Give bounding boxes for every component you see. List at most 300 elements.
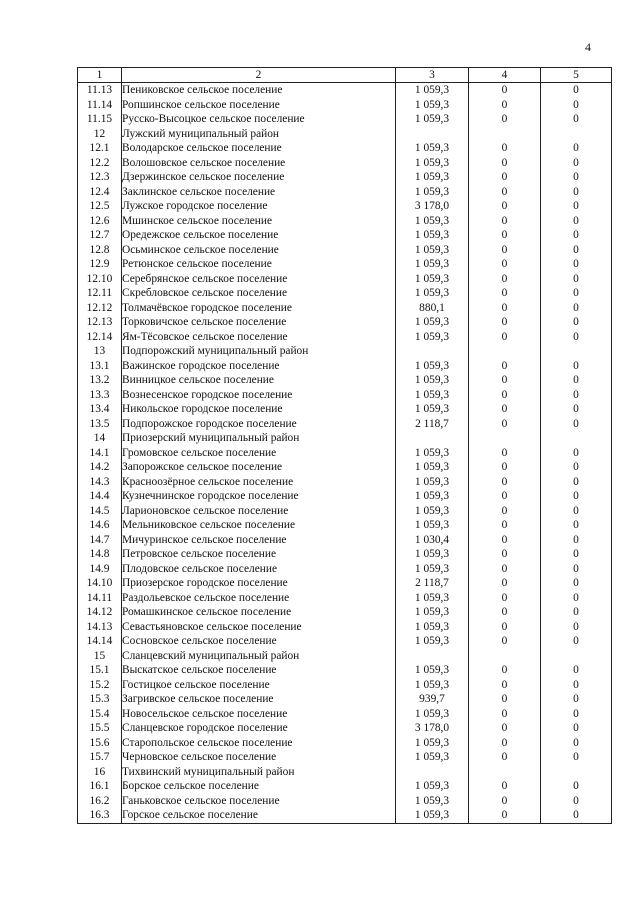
table-row — [78, 518, 612, 533]
column-4-cell: 0 — [469, 533, 541, 548]
row-number-cell: 11.13 — [78, 83, 122, 98]
table-row — [78, 373, 612, 388]
settlement-name-cell: Загривское сельское поселение — [122, 692, 396, 707]
amount-cell: 1 059,3 — [396, 808, 469, 823]
column-5-cell: 0 — [541, 750, 612, 765]
amount-cell: 939,7 — [396, 692, 469, 707]
settlement-name-cell: Ганьковское сельское поселение — [122, 794, 396, 809]
column-5-cell: 0 — [541, 228, 612, 243]
column-4-cell: 0 — [469, 518, 541, 533]
column-5-cell: 0 — [541, 402, 612, 417]
column-4-cell: 0 — [469, 98, 541, 113]
amount-cell: 1 059,3 — [396, 170, 469, 185]
column-header-4: 4 — [469, 68, 541, 83]
row-number-cell: 14.12 — [78, 605, 122, 620]
table-row — [78, 765, 612, 780]
column-5-cell: 0 — [541, 779, 612, 794]
amount-cell: 1 059,3 — [396, 257, 469, 272]
row-number-cell: 14.10 — [78, 576, 122, 591]
table-row — [78, 199, 612, 214]
settlement-name-cell: Севастьяновское сельское поселение — [122, 620, 396, 635]
settlement-name-cell: Толмачёвское городское поселение — [122, 301, 396, 316]
column-4-cell: 0 — [469, 489, 541, 504]
amount-cell: 1 059,3 — [396, 460, 469, 475]
allocation-table — [77, 67, 612, 824]
column-4-cell: 0 — [469, 721, 541, 736]
table-row — [78, 620, 612, 635]
column-5-cell: 0 — [541, 98, 612, 113]
settlement-name-cell: Плодовское сельское поселение — [122, 562, 396, 577]
column-4-cell — [469, 765, 541, 780]
row-number-cell: 15.3 — [78, 692, 122, 707]
column-5-cell: 0 — [541, 489, 612, 504]
amount-cell: 1 059,3 — [396, 228, 469, 243]
amount-cell: 1 059,3 — [396, 475, 469, 490]
amount-cell: 1 059,3 — [396, 98, 469, 113]
amount-cell: 1 059,3 — [396, 243, 469, 258]
table-row — [78, 663, 612, 678]
column-4-cell: 0 — [469, 301, 541, 316]
row-number-cell: 13.5 — [78, 417, 122, 432]
amount-cell: 1 030,4 — [396, 533, 469, 548]
row-number-cell: 14.13 — [78, 620, 122, 635]
settlement-name-cell: Лужский муниципальный район — [122, 127, 396, 142]
settlement-name-cell: Раздольевское сельское поселение — [122, 591, 396, 606]
column-5-cell: 0 — [541, 518, 612, 533]
row-number-cell: 12.10 — [78, 272, 122, 287]
amount-cell: 1 059,3 — [396, 402, 469, 417]
settlement-name-cell: Сланцевское городское поселение — [122, 721, 396, 736]
amount-cell: 1 059,3 — [396, 489, 469, 504]
row-number-cell: 12.13 — [78, 315, 122, 330]
column-5-cell: 0 — [541, 634, 612, 649]
table-row — [78, 707, 612, 722]
column-header-1: 1 — [78, 68, 122, 83]
table-row — [78, 533, 612, 548]
column-4-cell: 0 — [469, 156, 541, 171]
amount-cell: 1 059,3 — [396, 547, 469, 562]
column-5-cell: 0 — [541, 576, 612, 591]
row-number-cell: 12.14 — [78, 330, 122, 345]
row-number-cell: 14.2 — [78, 460, 122, 475]
column-header-2: 2 — [122, 68, 396, 83]
amount-cell — [396, 344, 469, 359]
amount-cell: 1 059,3 — [396, 112, 469, 127]
table-row — [78, 547, 612, 562]
settlement-name-cell: Мельниковское сельское поселение — [122, 518, 396, 533]
table-row — [78, 243, 612, 258]
column-5-cell: 0 — [541, 301, 612, 316]
column-4-cell: 0 — [469, 707, 541, 722]
column-5-cell: 0 — [541, 112, 612, 127]
row-number-cell: 13.3 — [78, 388, 122, 403]
column-5-cell: 0 — [541, 605, 612, 620]
settlement-name-cell: Борское сельское поселение — [122, 779, 396, 794]
amount-cell: 1 059,3 — [396, 388, 469, 403]
column-4-cell: 0 — [469, 402, 541, 417]
amount-cell: 1 059,3 — [396, 562, 469, 577]
row-number-cell: 12.4 — [78, 185, 122, 200]
row-number-cell: 12.1 — [78, 141, 122, 156]
settlement-name-cell: Приозерское городское поселение — [122, 576, 396, 591]
column-4-cell: 0 — [469, 678, 541, 693]
column-4-cell: 0 — [469, 112, 541, 127]
amount-cell: 1 059,3 — [396, 779, 469, 794]
settlement-name-cell: Торковичское сельское поселение — [122, 315, 396, 330]
column-4-cell: 0 — [469, 141, 541, 156]
amount-cell: 1 059,3 — [396, 315, 469, 330]
row-number-cell: 14.7 — [78, 533, 122, 548]
settlement-name-cell: Лужское городское поселение — [122, 199, 396, 214]
table-row — [78, 170, 612, 185]
column-5-cell: 0 — [541, 83, 612, 98]
settlement-name-cell: Ретюнское сельское поселение — [122, 257, 396, 272]
settlement-name-cell: Сланцевский муниципальный район — [122, 649, 396, 664]
table-row — [78, 185, 612, 200]
column-4-cell: 0 — [469, 634, 541, 649]
row-number-cell: 14.14 — [78, 634, 122, 649]
column-4-cell: 0 — [469, 808, 541, 823]
column-4-cell: 0 — [469, 214, 541, 229]
settlement-name-cell: Подпорожское городское поселение — [122, 417, 396, 432]
settlement-name-cell: Вознесенское городское поселение — [122, 388, 396, 403]
row-number-cell: 12.5 — [78, 199, 122, 214]
row-number-cell: 14.1 — [78, 446, 122, 461]
amount-cell — [396, 431, 469, 446]
column-4-cell: 0 — [469, 446, 541, 461]
column-4-cell: 0 — [469, 779, 541, 794]
column-5-cell: 0 — [541, 214, 612, 229]
column-5-cell: 0 — [541, 591, 612, 606]
column-5-cell: 0 — [541, 141, 612, 156]
column-4-cell: 0 — [469, 692, 541, 707]
table-row — [78, 779, 612, 794]
amount-cell: 1 059,3 — [396, 185, 469, 200]
settlement-name-cell: Запорожское сельское поселение — [122, 460, 396, 475]
row-number-cell: 15.1 — [78, 663, 122, 678]
amount-cell: 1 059,3 — [396, 141, 469, 156]
settlement-name-cell: Ям-Тёсовское сельское поселение — [122, 330, 396, 345]
table-row — [78, 605, 612, 620]
column-5-cell: 0 — [541, 547, 612, 562]
column-4-cell: 0 — [469, 562, 541, 577]
settlement-name-cell: Пениковское сельское поселение — [122, 83, 396, 98]
row-number-cell: 15.6 — [78, 736, 122, 751]
settlement-name-cell: Винницкое сельское поселение — [122, 373, 396, 388]
amount-cell: 1 059,3 — [396, 620, 469, 635]
table-row — [78, 83, 612, 98]
settlement-name-cell: Черновское сельское поселение — [122, 750, 396, 765]
row-number-cell: 13.4 — [78, 402, 122, 417]
amount-cell: 1 059,3 — [396, 707, 469, 722]
table-row — [78, 678, 612, 693]
row-number-cell: 12.12 — [78, 301, 122, 316]
table-header-row — [78, 68, 612, 83]
settlement-name-cell: Волошовское сельское поселение — [122, 156, 396, 171]
amount-cell: 1 059,3 — [396, 446, 469, 461]
column-4-cell: 0 — [469, 663, 541, 678]
amount-cell: 1 059,3 — [396, 736, 469, 751]
column-5-cell: 0 — [541, 460, 612, 475]
table-row — [78, 808, 612, 823]
settlement-name-cell: Ларионовское сельское поселение — [122, 504, 396, 519]
table-row — [78, 301, 612, 316]
row-number-cell: 12.2 — [78, 156, 122, 171]
row-number-cell: 14.9 — [78, 562, 122, 577]
column-5-cell: 0 — [541, 388, 612, 403]
column-4-cell: 0 — [469, 576, 541, 591]
column-5-cell: 0 — [541, 808, 612, 823]
column-4-cell: 0 — [469, 373, 541, 388]
table-row — [78, 359, 612, 374]
column-4-cell: 0 — [469, 185, 541, 200]
settlement-name-cell: Громовское сельское поселение — [122, 446, 396, 461]
column-5-cell — [541, 431, 612, 446]
row-number-cell: 15.7 — [78, 750, 122, 765]
column-4-cell: 0 — [469, 359, 541, 374]
column-5-cell: 0 — [541, 156, 612, 171]
settlement-name-cell: Кузнечнинское городское поселение — [122, 489, 396, 504]
amount-cell: 2 118,7 — [396, 417, 469, 432]
table-row — [78, 489, 612, 504]
table-row — [78, 649, 612, 664]
column-5-cell: 0 — [541, 373, 612, 388]
column-header-3: 3 — [396, 68, 469, 83]
settlement-name-cell: Новосельское сельское поселение — [122, 707, 396, 722]
column-5-cell: 0 — [541, 562, 612, 577]
table-row — [78, 127, 612, 142]
row-number-cell: 15.2 — [78, 678, 122, 693]
amount-cell: 3 178,0 — [396, 721, 469, 736]
table-row — [78, 692, 612, 707]
row-number-cell: 12.6 — [78, 214, 122, 229]
settlement-name-cell: Осьминское сельское поселение — [122, 243, 396, 258]
table-row — [78, 504, 612, 519]
settlement-name-cell: Русско-Высоцкое сельское поселение — [122, 112, 396, 127]
table-row — [78, 431, 612, 446]
column-4-cell: 0 — [469, 286, 541, 301]
row-number-cell: 15 — [78, 649, 122, 664]
amount-cell: 1 059,3 — [396, 373, 469, 388]
column-4-cell: 0 — [469, 243, 541, 258]
amount-cell: 1 059,3 — [396, 663, 469, 678]
column-4-cell: 0 — [469, 170, 541, 185]
row-number-cell: 12.7 — [78, 228, 122, 243]
settlement-name-cell: Выскатское сельское поселение — [122, 663, 396, 678]
column-header-5: 5 — [541, 68, 612, 83]
column-5-cell — [541, 649, 612, 664]
table-row — [78, 286, 612, 301]
table-row — [78, 257, 612, 272]
amount-cell: 1 059,3 — [396, 518, 469, 533]
amount-cell: 1 059,3 — [396, 794, 469, 809]
row-number-cell: 14.5 — [78, 504, 122, 519]
row-number-cell: 16.3 — [78, 808, 122, 823]
settlement-name-cell: Ромашкинское сельское поселение — [122, 605, 396, 620]
settlement-name-cell: Оредежское сельское поселение — [122, 228, 396, 243]
table-row — [78, 634, 612, 649]
column-4-cell: 0 — [469, 605, 541, 620]
row-number-cell: 12 — [78, 127, 122, 142]
column-4-cell: 0 — [469, 620, 541, 635]
table-row — [78, 402, 612, 417]
column-4-cell: 0 — [469, 547, 541, 562]
row-number-cell: 14.3 — [78, 475, 122, 490]
column-5-cell: 0 — [541, 315, 612, 330]
amount-cell — [396, 127, 469, 142]
column-5-cell: 0 — [541, 707, 612, 722]
column-4-cell: 0 — [469, 330, 541, 345]
table-row — [78, 156, 612, 171]
table-row — [78, 214, 612, 229]
column-5-cell: 0 — [541, 330, 612, 345]
row-number-cell: 14.6 — [78, 518, 122, 533]
row-number-cell: 14.8 — [78, 547, 122, 562]
column-4-cell: 0 — [469, 83, 541, 98]
column-4-cell: 0 — [469, 388, 541, 403]
table-row — [78, 272, 612, 287]
column-5-cell: 0 — [541, 359, 612, 374]
column-4-cell: 0 — [469, 257, 541, 272]
row-number-cell: 15.4 — [78, 707, 122, 722]
row-number-cell: 14.4 — [78, 489, 122, 504]
table-row — [78, 112, 612, 127]
table-row — [78, 446, 612, 461]
amount-cell: 1 059,3 — [396, 678, 469, 693]
table-body — [78, 83, 612, 824]
table-row — [78, 562, 612, 577]
column-5-cell: 0 — [541, 678, 612, 693]
settlement-name-cell: Петровское сельское поселение — [122, 547, 396, 562]
amount-cell: 1 059,3 — [396, 272, 469, 287]
settlement-name-cell: Важинское городское поселение — [122, 359, 396, 374]
settlement-name-cell: Заклинское сельское поселение — [122, 185, 396, 200]
settlement-name-cell: Старопольское сельское поселение — [122, 736, 396, 751]
settlement-name-cell: Серебрянское сельское поселение — [122, 272, 396, 287]
column-5-cell: 0 — [541, 257, 612, 272]
column-4-cell: 0 — [469, 460, 541, 475]
amount-cell: 1 059,3 — [396, 156, 469, 171]
column-5-cell: 0 — [541, 286, 612, 301]
column-5-cell: 0 — [541, 794, 612, 809]
settlement-name-cell: Ропшинское сельское поселение — [122, 98, 396, 113]
settlement-name-cell: Горское сельское поселение — [122, 808, 396, 823]
amount-cell: 1 059,3 — [396, 330, 469, 345]
settlement-name-cell: Гостицкое сельское поселение — [122, 678, 396, 693]
table-row — [78, 794, 612, 809]
amount-cell — [396, 765, 469, 780]
table-row — [78, 591, 612, 606]
column-4-cell: 0 — [469, 475, 541, 490]
amount-cell: 1 059,3 — [396, 750, 469, 765]
table-row — [78, 475, 612, 490]
row-number-cell: 12.8 — [78, 243, 122, 258]
table-row — [78, 750, 612, 765]
table-row — [78, 141, 612, 156]
row-number-cell: 13.2 — [78, 373, 122, 388]
column-5-cell: 0 — [541, 533, 612, 548]
settlement-name-cell: Мшинское сельское поселение — [122, 214, 396, 229]
row-number-cell: 12.9 — [78, 257, 122, 272]
row-number-cell: 15.5 — [78, 721, 122, 736]
amount-cell: 1 059,3 — [396, 359, 469, 374]
column-4-cell: 0 — [469, 750, 541, 765]
amount-cell: 1 059,3 — [396, 214, 469, 229]
settlement-name-cell: Подпорожский муниципальный район — [122, 344, 396, 359]
column-4-cell: 0 — [469, 794, 541, 809]
amount-cell: 880,1 — [396, 301, 469, 316]
table-row — [78, 388, 612, 403]
table-row — [78, 344, 612, 359]
table-row — [78, 721, 612, 736]
amount-cell: 1 059,3 — [396, 605, 469, 620]
amount-cell — [396, 649, 469, 664]
table-row — [78, 736, 612, 751]
settlement-name-cell: Приозерский муниципальный район — [122, 431, 396, 446]
column-5-cell — [541, 127, 612, 142]
amount-cell: 1 059,3 — [396, 286, 469, 301]
column-4-cell — [469, 649, 541, 664]
column-4-cell: 0 — [469, 417, 541, 432]
settlement-name-cell: Никольское городское поселение — [122, 402, 396, 417]
table-row — [78, 315, 612, 330]
column-5-cell: 0 — [541, 185, 612, 200]
row-number-cell: 16 — [78, 765, 122, 780]
row-number-cell: 14 — [78, 431, 122, 446]
settlement-name-cell: Дзержинское сельское поселение — [122, 170, 396, 185]
column-5-cell: 0 — [541, 663, 612, 678]
amount-cell: 1 059,3 — [396, 504, 469, 519]
row-number-cell: 13 — [78, 344, 122, 359]
column-5-cell: 0 — [541, 721, 612, 736]
settlement-name-cell: Володарское сельское поселение — [122, 141, 396, 156]
column-4-cell: 0 — [469, 272, 541, 287]
column-5-cell: 0 — [541, 736, 612, 751]
amount-cell: 3 178,0 — [396, 199, 469, 214]
table-row — [78, 576, 612, 591]
column-4-cell: 0 — [469, 504, 541, 519]
table-row — [78, 460, 612, 475]
table-row — [78, 417, 612, 432]
amount-cell: 1 059,3 — [396, 634, 469, 649]
column-5-cell: 0 — [541, 620, 612, 635]
row-number-cell: 16.1 — [78, 779, 122, 794]
column-5-cell: 0 — [541, 417, 612, 432]
row-number-cell: 12.11 — [78, 286, 122, 301]
settlement-name-cell: Красноозёрное сельское поселение — [122, 475, 396, 490]
settlement-name-cell: Тихвинский муниципальный район — [122, 765, 396, 780]
column-4-cell: 0 — [469, 736, 541, 751]
column-4-cell: 0 — [469, 228, 541, 243]
row-number-cell: 13.1 — [78, 359, 122, 374]
amount-cell: 2 118,7 — [396, 576, 469, 591]
column-5-cell: 0 — [541, 243, 612, 258]
amount-cell: 1 059,3 — [396, 591, 469, 606]
column-5-cell: 0 — [541, 199, 612, 214]
column-5-cell — [541, 344, 612, 359]
settlement-name-cell: Скребловское сельское поселение — [122, 286, 396, 301]
column-4-cell: 0 — [469, 315, 541, 330]
column-5-cell — [541, 765, 612, 780]
row-number-cell: 12.3 — [78, 170, 122, 185]
column-5-cell: 0 — [541, 446, 612, 461]
column-5-cell: 0 — [541, 692, 612, 707]
column-4-cell — [469, 431, 541, 446]
row-number-cell: 16.2 — [78, 794, 122, 809]
amount-cell: 1 059,3 — [396, 83, 469, 98]
row-number-cell: 11.15 — [78, 112, 122, 127]
table-row — [78, 98, 612, 113]
